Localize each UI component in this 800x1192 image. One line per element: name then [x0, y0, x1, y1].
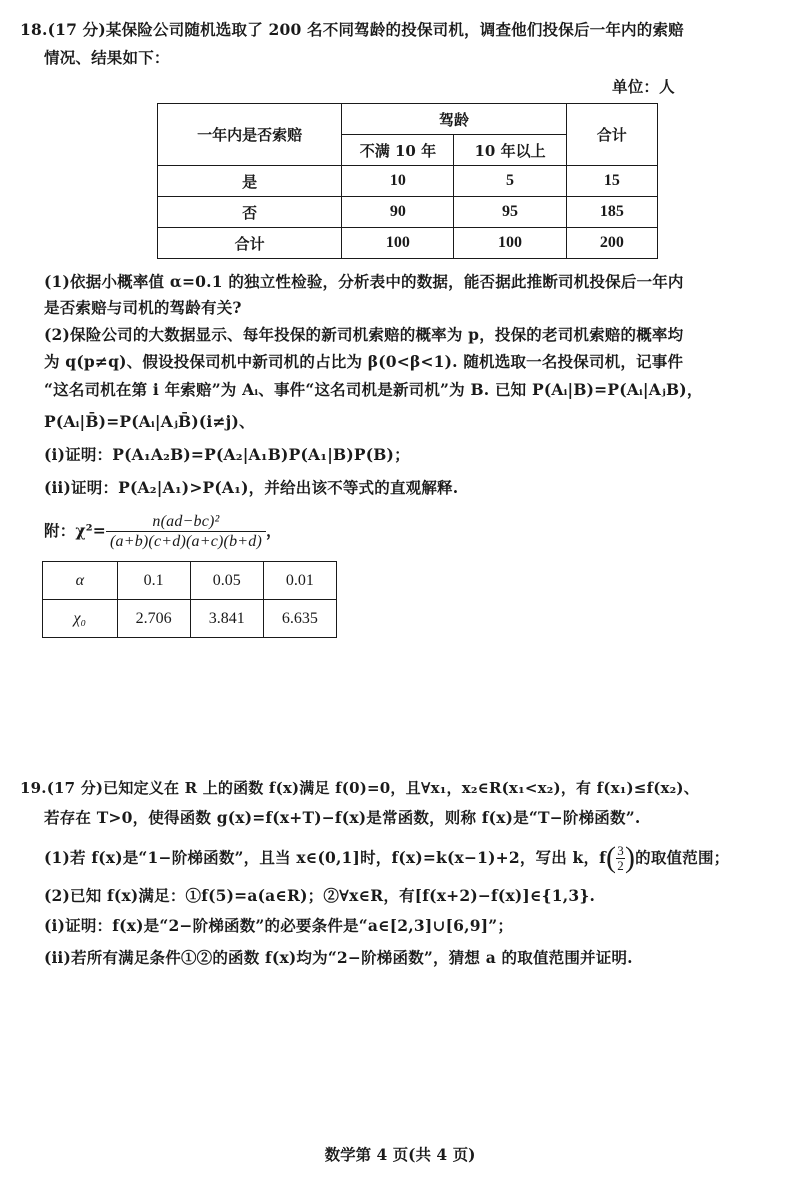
q18-part2-d: P(Aᵢ|B̄)=P(Aᵢ|AⱼB̄)(i≠j)、: [44, 412, 255, 431]
row-label: 否: [158, 197, 342, 228]
row-label: 是: [158, 166, 342, 197]
cell: 100: [342, 228, 454, 259]
q19-part2-ii: (ⅱ)若所有满足条件①②的函数 f(x)均为“2−阶梯函数”，猜想 a 的取值范围并证明.: [44, 948, 633, 967]
q19-part2: (2)已知 f(x)满足：①f(5)=a(a∈R)；②∀x∈R，有[f(x+2)−f(x)]∈{1,3}.: [44, 886, 596, 905]
cell: 3.841: [190, 600, 263, 638]
q18-part2-ii: (ⅱ)证明：P(A₂|A₁)>P(A₁)，并给出该不等式的直观解释.: [44, 478, 459, 497]
cell: 90: [342, 197, 454, 228]
table-row: [158, 228, 658, 259]
cell: 0.01: [263, 562, 336, 600]
table-row: [43, 562, 337, 600]
q19-part1: [44, 838, 729, 878]
three-halves-fraction: [616, 844, 625, 873]
page-footer: 数学第 4 页(共 4 页): [324, 1145, 476, 1164]
cell: 185: [566, 197, 657, 228]
fraction-denominator: (a+b)(c+d)(a+c)(b+d): [109, 532, 262, 550]
q18-part1-a: (1)依据小概率值 α=0.1 的独立性检验，分析表中的数据，能否据此推断司机投保后一年内: [44, 272, 684, 291]
chi0-label: χ₀: [43, 600, 118, 638]
cell: 200: [566, 228, 657, 259]
formula-tail: ，: [266, 521, 282, 540]
left-paren: (: [606, 841, 617, 874]
chi-critical-table: [42, 561, 337, 638]
q18-part2-i: (ⅰ)证明：P(A₁A₂B)=P(A₂|A₁B)P(A₁|B)P(B)；: [44, 445, 410, 464]
cell: 5: [454, 166, 566, 197]
q19-part1-pre: (1)若 f(x)是“1−阶梯函数”，且当 x∈(0,1]时，f(x)=k(x−1)+2，写出 k，f: [44, 848, 607, 867]
q19-line2: 若存在 T>0，使得函数 g(x)=f(x+T)−f(x)是常函数，则称 f(x)是“T−阶梯函数”.: [44, 808, 641, 827]
q19-part2-i: (ⅰ)证明：f(x)是“2−阶梯函数”的必要条件是“a∈[2,3]∪[6,9]”；: [44, 916, 514, 935]
q18-unit: 单位：人: [612, 77, 675, 96]
right-paren: ): [624, 841, 636, 874]
cell: 0.1: [117, 562, 190, 600]
q19-part1-post: 的取值范围；: [635, 848, 730, 867]
cell: 2.706: [117, 600, 190, 638]
table-row: [43, 600, 337, 638]
table-row: [158, 166, 658, 197]
cell: 10: [342, 166, 454, 197]
chi-square-fraction: [106, 512, 266, 551]
appendix-label: 附：χ²=: [44, 521, 106, 540]
fraction-numerator: 3: [617, 842, 624, 858]
fraction-denominator: 2: [617, 857, 624, 873]
q18-part1-b: 是否索赔与司机的驾龄有关?: [44, 298, 242, 317]
table-row: [158, 197, 658, 228]
q18-line1: 18.(17 分)某保险公司随机选取了 200 名不同驾龄的投保司机，调查他们投保后一年内的索赔: [20, 20, 684, 39]
cell: 6.635: [263, 600, 336, 638]
cell: 15: [566, 166, 657, 197]
cell: 95: [454, 197, 566, 228]
cell: 100: [454, 228, 566, 259]
q18-part2-c: “这名司机在第 i 年索赔”为 Aᵢ、事件“这名司机是新司机”为 B. 已知 P(Aᵢ|B)=P(Aᵢ|AⱼB)，: [44, 380, 703, 399]
alpha-label: α: [43, 562, 118, 600]
row-label: 合计: [158, 228, 342, 259]
header-claim: 一年内是否索赔: [158, 104, 342, 166]
q18-part2-a: (2)保险公司的大数据显示、每年投保的新司机索赔的概率为 p，投保的老司机索赔的概率均: [44, 325, 684, 344]
header-total: 合计: [566, 104, 657, 166]
fraction-numerator: n(ad−bc)²: [106, 512, 266, 532]
q18-part2-b: 为 q(p≠q)、假设投保司机中新司机的占比为 β(0<β<1). 随机选取一名投保司机，记事件: [44, 352, 684, 371]
header-driving-age: 驾龄: [342, 104, 566, 135]
header-over-10: 10 年以上: [454, 135, 566, 166]
header-under-10: 不满 10 年: [342, 135, 454, 166]
q19-line1: 19.(17 分)已知定义在 R 上的函数 f(x)满足 f(0)=0，且∀x₁，x₂∈R(x₁<x₂)，有 f(x₁)≤f(x₂)、: [20, 779, 699, 797]
cell: 0.05: [190, 562, 263, 600]
appendix-formula: [44, 510, 282, 552]
claims-table: [157, 103, 658, 259]
q18-line2: 情况、结果如下：: [44, 48, 170, 67]
